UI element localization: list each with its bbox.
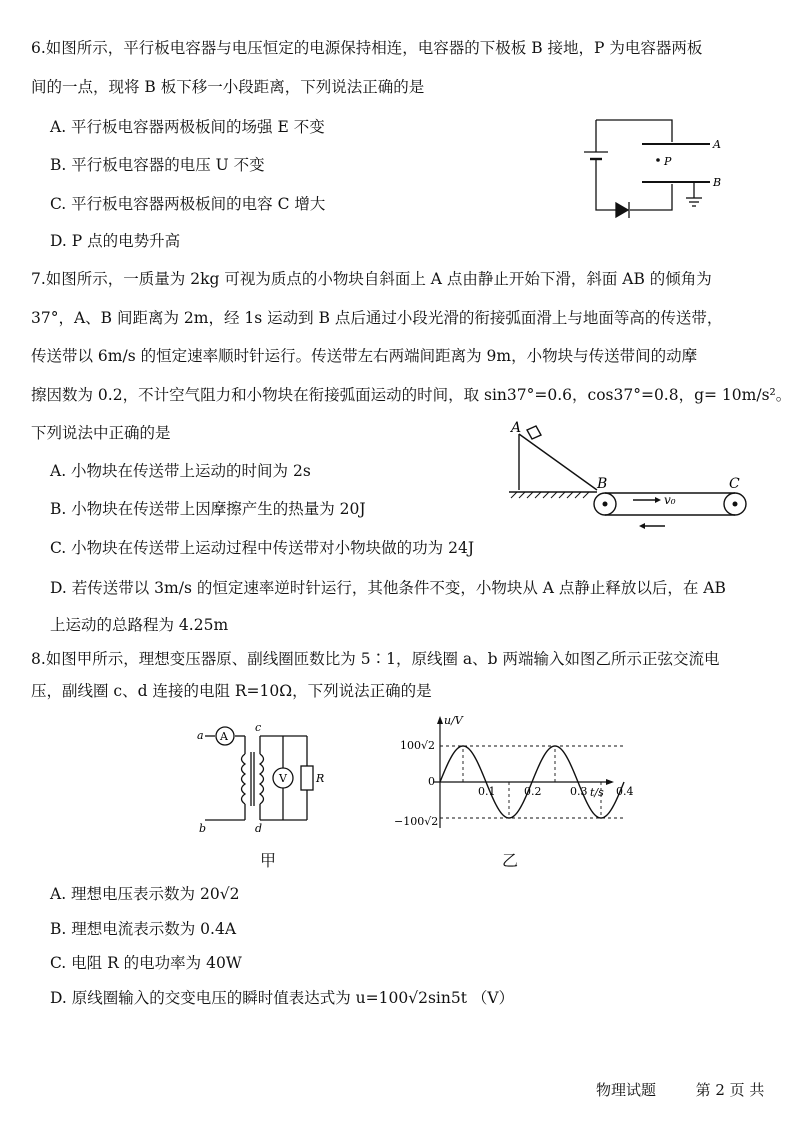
q7-line2: 37°，A、B 间距离为 2m，经 1s 运动到 B 点后通过小段光滑的衔接弧面滑上与地面等高的传送带， (31, 309, 723, 327)
q7-line4: 擦因数为 0.2，不计空气阻力和小物块在衔接弧面运动的时间，取 sin37°=0.6，cos37°=0.8，g= 10m/s²。 (31, 386, 792, 404)
q7-option-a: A. 小物块在传送带上运动的时间为 2s (50, 462, 311, 480)
q7-line1: 7.如图所示，一质量为 2kg 可视为质点的小物块自斜面上 A 点由静止开始下滑，斜面 AB 的倾角为 (31, 270, 712, 288)
q8-caption-right: 乙 (502, 851, 519, 870)
q8-caption-left: 甲 (260, 851, 277, 870)
q6-line2: 间的一点，现将 B 板下移一小段距离，下列说法正确的是 (31, 78, 425, 96)
q7-option-c: C. 小物块在传送带上运动过程中传送带对小物块做的功为 24J (50, 539, 475, 557)
q8-label-d: d (255, 822, 263, 835)
q8-label-c: c (255, 721, 262, 734)
y-axis-arrow (437, 716, 443, 724)
graph-ymin-label: −100√2 (394, 815, 439, 828)
x-tick-label-1: 0.2 (524, 785, 542, 798)
q6-option-a: A. 平行板电容器两极板间的场强 E 不变 (50, 118, 325, 136)
x-tick-label-2: 0.3 (570, 785, 588, 798)
x-axis-arrow (606, 779, 614, 785)
q7-option-b: B. 小物块在传送带上因摩擦产生的热量为 20J (50, 500, 366, 518)
graph-xlabel: t/s (590, 786, 604, 799)
page-footer (596, 1079, 764, 1100)
graph-origin-label: 0 (428, 775, 435, 788)
q8-option-c: C. 电阻 R 的电功率为 40W (50, 954, 242, 972)
graph-ylabel: u/V (444, 714, 463, 727)
q7-label-c: C (729, 476, 740, 492)
q6-capacitor-figure (570, 112, 730, 222)
q7-option-d-cont: 上运动的总路程为 4.25m (50, 616, 229, 634)
graph-ymax-label: 100√2 (400, 739, 436, 752)
q8-ammeter-label: A (220, 730, 228, 743)
q8-transformer-circuit (195, 722, 330, 834)
footer-page: 第 2 页 共 (695, 1081, 765, 1099)
q8-sine-graph (390, 712, 634, 834)
q8-line2: 压，副线圈 c、d 连接的电阻 R=10Ω，下列说法正确的是 (31, 682, 432, 700)
q7-option-d: D. 若传送带以 3m/s 的恒定速率逆时针运行，其他条件不变，小物块从 A 点静止释放以后，在 AB (50, 579, 726, 597)
q8-label-b: b (199, 822, 207, 835)
q6-label-a: A (713, 138, 721, 151)
q8-option-b: B. 理想电流表示数为 0.4A (50, 920, 237, 938)
q7-incline-belt-figure (505, 418, 760, 530)
x-tick-label-0: 0.1 (478, 785, 496, 798)
q8-line1: 8.如图甲所示，理想变压器原、副线圈匝数比为 5∶1，原线圈 a、b 两端输入如图乙所示正弦交流电 (31, 650, 720, 668)
q8-option-d: D. 原线圈输入的交变电压的瞬时值表达式为 u=100√2sin5t （V） (50, 989, 515, 1007)
q6-line1: 6.如图所示，平行板电容器与电压恒定的电源保持相连，电容器的下极板 B 接地，P 为电容器两板 (31, 39, 703, 57)
q7-line3: 传送带以 6m/s 的恒定速率顺时针运行。传送带左右两端间距离为 9m，小物块与传送带间的动摩 (31, 347, 698, 365)
q6-label-b: B (713, 176, 722, 189)
x-tick-label-3: 0.4 (616, 785, 634, 798)
q6-option-c: C. 平行板电容器两极板间的电容 C 增大 (50, 195, 326, 213)
q7-line5: 下列说法中正确的是 (31, 424, 171, 442)
q6-option-d: D. P 点的电势升高 (50, 232, 181, 250)
q7-label-a: A (511, 420, 522, 436)
q6-option-b: B. 平行板电容器的电压 U 不变 (50, 156, 265, 174)
footer-subject: 物理试题 (596, 1081, 657, 1099)
q8-option-a: A. 理想电压表示数为 20√2 (50, 885, 240, 903)
q7-label-b: B (597, 476, 608, 492)
q8-voltmeter-label: V (279, 772, 287, 785)
q7-label-v0: v₀ (664, 493, 676, 507)
q8-resistor-label: R (316, 772, 325, 785)
q8-label-a: a (197, 729, 204, 742)
q6-label-p: P (664, 155, 672, 168)
